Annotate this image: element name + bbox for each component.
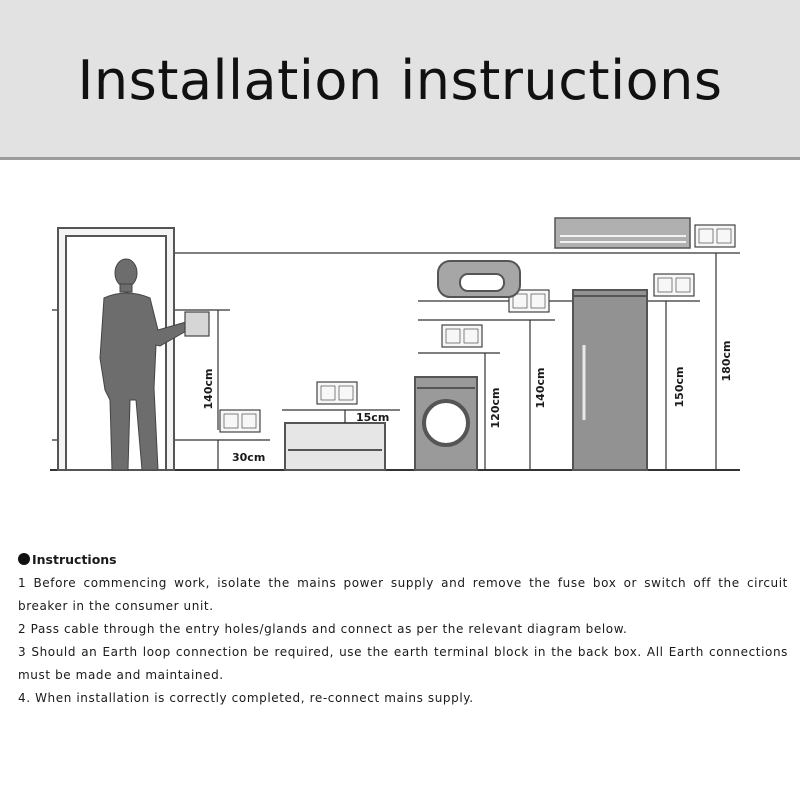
instructions-heading-label: Instructions (32, 551, 117, 567)
bullet-icon (18, 553, 30, 565)
washing-machine (415, 377, 477, 470)
title-banner (0, 0, 800, 160)
label-140cm-switch: 140cm (202, 368, 215, 410)
label-30cm: 30cm (232, 451, 266, 464)
socket-low (220, 410, 260, 432)
low-cabinet (285, 423, 385, 470)
instruction-step-1: 1 Before commencing work, isolate the mains power supply and remove the fuse box or switch off the circuit breaker in the consumer unit. (18, 576, 788, 613)
instructions-heading (18, 550, 788, 568)
refrigerator (573, 290, 647, 470)
socket-washer (442, 325, 482, 347)
air-conditioner (555, 218, 690, 248)
label-120cm: 120cm (489, 387, 502, 429)
socket-ac (695, 225, 735, 247)
label-180cm: 180cm (720, 340, 733, 382)
instructions-section (18, 550, 788, 710)
installation-diagram (0, 170, 800, 500)
socket-worktop (317, 382, 357, 404)
instruction-step-3: 3 Should an Earth loop connection be required, use the earth terminal block in the back box. All Earth connections must be made and maintained. (18, 645, 788, 682)
label-150cm: 150cm (673, 366, 686, 408)
socket-fridge (654, 274, 694, 296)
instruction-step-4: 4. When installation is correctly completed, re-connect mains supply. (18, 691, 474, 705)
label-140cm: 140cm (534, 367, 547, 409)
light-switch (185, 312, 209, 336)
microwave (438, 261, 520, 297)
instruction-step-2: 2 Pass cable through the entry holes/glands and connect as per the relevant diagram below. (18, 622, 628, 636)
label-15cm: 15cm (356, 411, 390, 424)
page-title: Installation instructions (77, 49, 723, 112)
